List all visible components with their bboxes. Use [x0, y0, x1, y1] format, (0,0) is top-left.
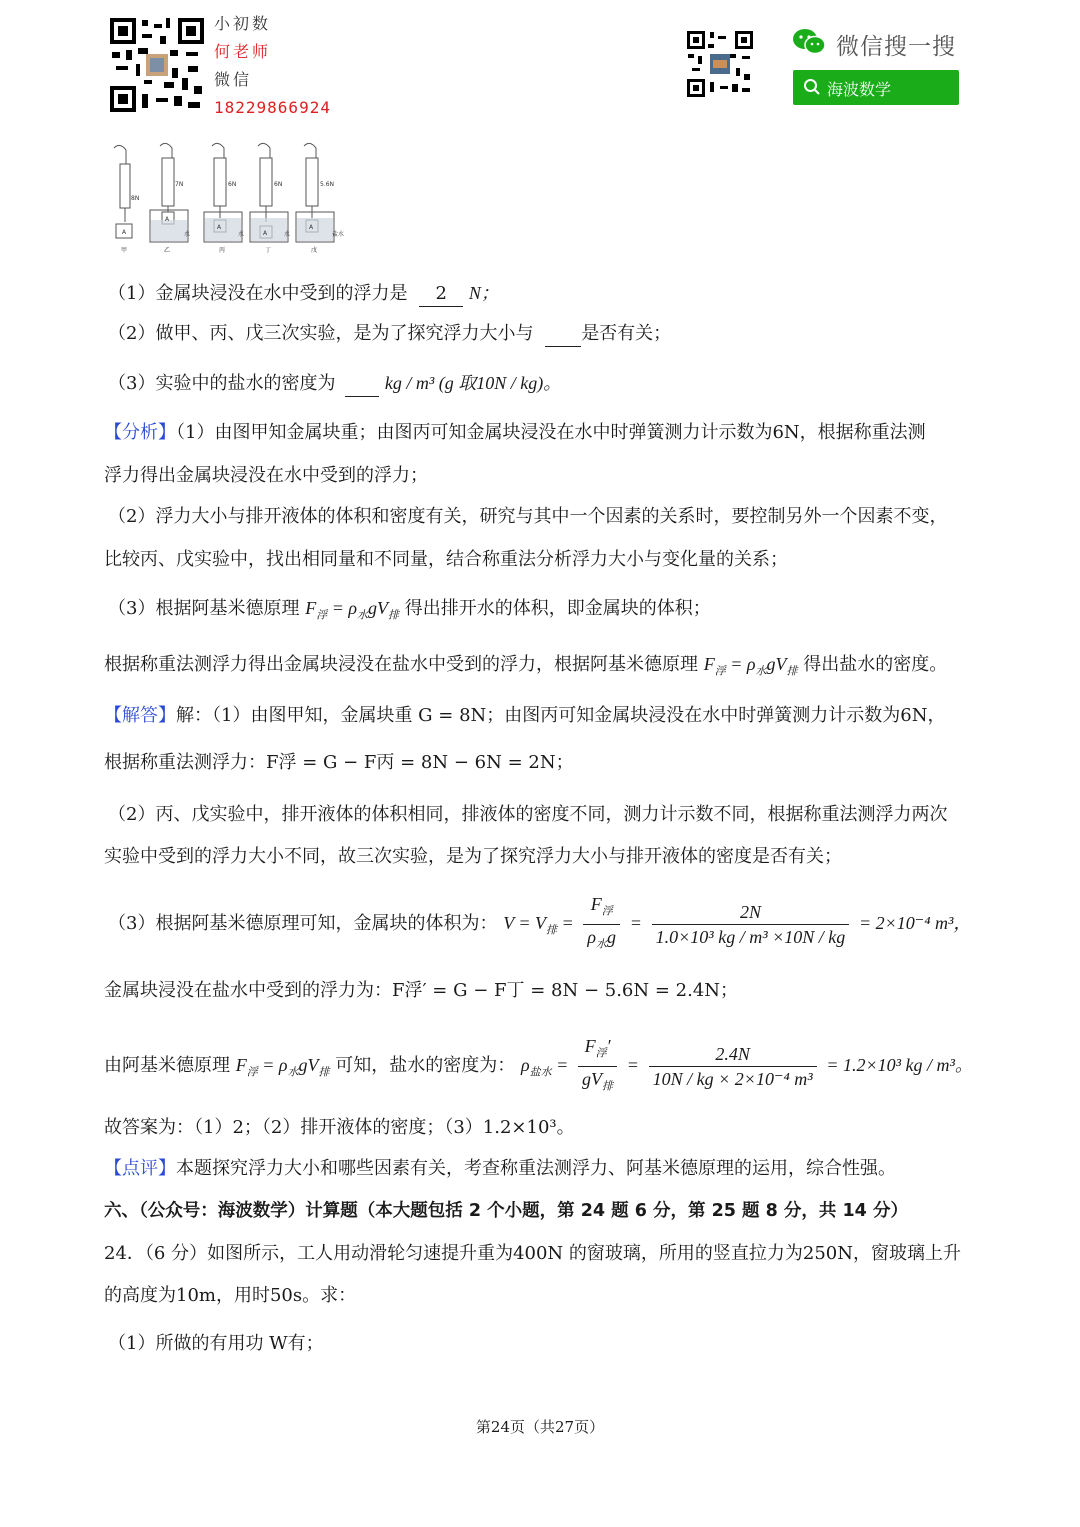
analysis-line-6: 根据称重法测浮力得出金属块浸没在盐水中受到的浮力，根据阿基米德原理 $F_浮 = \rho_水gV_排$ 得出盐水的密度。 [104, 654, 948, 678]
density-denominator: 10N / kg × 2×10⁻⁴ m³ [652, 1068, 813, 1089]
section-heading: 六、（公众号：海波数学）计算题（本大题包括 2 个小题，第 24 题 6 分，第 25 题 8 分，共 14 分） [104, 1201, 908, 1221]
handwritten-line-1: 小初数 [214, 14, 272, 33]
analysis-line-4: 比较丙、戊实验中，找出相同量和不同量，结合称重法分析浮力大小与变化量的关系； [104, 549, 788, 570]
solution-line-4: 实验中受到的浮力大小不同，故三次实验，是为了探究浮力大小与排开液体的密度是否有关； [104, 846, 842, 867]
analysis-line-2: 浮力得出金属块浸没在水中受到的浮力； [104, 465, 428, 486]
figure-label: 丁 [265, 247, 272, 254]
block-label: A [309, 224, 314, 231]
block-label: A [165, 216, 170, 223]
question-24-line-1: 24．（6 分）如图所示，工人用动滑轮匀速提升重为400N 的窗玻璃，所用的竖直拉力为250N，窗玻璃上升 [104, 1243, 962, 1264]
question-2: （2）做甲、丙、戊三次实验，是为了探究浮力大小与 是否有关； [108, 322, 671, 347]
analysis-tag: 【分析】 [104, 422, 176, 443]
solution-line-3: （2）丙、戊实验中，排开液体的体积相同，排液体的密度不同，测力计示数不同，根据称重法测浮力两次 [108, 804, 948, 825]
reading-yi: 7N [175, 181, 184, 188]
analysis-line-3: （2）浮力大小与排开液体的体积和密度有关，研究与其中一个因素的关系时，要控制另外一个因素不变， [108, 506, 948, 527]
solution-line-1: 【解答】解：（1）由图甲知，金属块重 G = 8N；由图丙可知金属块浸没在水中时弹簧测力计示数为6N， [104, 705, 946, 726]
figure-label: 丙 [219, 247, 226, 254]
qr-code-left [108, 16, 206, 114]
handwritten-phone: 18229866924 [214, 98, 331, 117]
handwritten-line-3: 微信 [214, 70, 253, 89]
page-number: 第24页（共27页） [475, 1418, 605, 1436]
wechat-logo-icon [792, 28, 826, 56]
figure-label: 乙 [164, 247, 171, 254]
liquid-label: 水 [184, 231, 191, 238]
solution-line-6: 金属块浸没在盐水中受到的浮力为：F浮′ = G − F丁 = 8N − 5.6N = 2.4N； [104, 980, 739, 1001]
liquid-label: 水 [238, 231, 245, 238]
question-24-part-1: （1）所做的有用功 W有； [108, 1333, 324, 1354]
analysis-line-1: 【分析】（1）由图甲知金属块重；由图丙可知金属块浸没在水中时弹簧测力计示数为6N，根据称重法测 [104, 422, 926, 443]
figure-label: 甲 [121, 247, 128, 254]
answer-blank-1: 2 [419, 282, 463, 307]
volume-numerator: 2N [652, 900, 850, 925]
wechat-search-box[interactable] [793, 70, 959, 105]
question-1: （1）金属块浸没在水中受到的浮力是 2 N； [108, 281, 499, 307]
reading-jia: 8N [131, 195, 140, 202]
wechat-search-title: 微信搜一搜 [836, 34, 956, 60]
solution-tag: 【解答】 [104, 705, 176, 726]
block-label: A [217, 224, 222, 231]
solution-line-5: （3）根据阿基米德原理可知，金属块的体积为： $V = V_排$ = $\frac{F_浮}{\rho_水g}$ = $\frac{2N}{\text{1.0×10³ kg / m³ ×10N / kg}}$ = 2×10⁻⁴ m³， [108, 894, 972, 951]
search-icon [803, 78, 821, 96]
handwritten-line-2: 何老师 [214, 42, 272, 61]
figure-label: 戊 [311, 247, 318, 254]
density-numerator: 2.4N [649, 1042, 817, 1067]
search-keyword: 海波数学 [827, 80, 892, 99]
solution-line-7: 由阿基米德原理 $F_浮 = \rho_水gV_排$ 可知，盐水的密度为： $\rho_{盐水}$ = $\frac{F_浮'}{gV_排}$ = $\frac{2.4N}{\text{10N / kg × 2×10⁻⁴ m³}}$ = 1.2×10³ kg / m³。 [104, 1036, 973, 1093]
experiment-figure [104, 140, 364, 260]
reading-ding: 6N [274, 181, 283, 188]
answer-blank-3 [345, 372, 379, 397]
block-label: A [263, 230, 268, 237]
liquid-label: 盐水 [332, 231, 345, 238]
volume-denominator: 1.0×10³ kg / m³ ×10N / kg [655, 926, 846, 947]
question-3: （3）实验中的盐水的密度为 kg / m³ (g 取10N / kg)。 [108, 371, 561, 397]
final-answer: 故答案为：（1）2；（2）排开液体的密度；（3）1.2×10³。 [104, 1117, 575, 1138]
reading-bing: 6N [228, 181, 237, 188]
solution-line-2: 根据称重法测浮力：F浮 = G − F丙 = 8N − 6N = 2N； [104, 752, 574, 773]
question-24-line-2: 的高度为10m，用时50s。求： [104, 1285, 357, 1306]
comment-line: 【点评】本题探究浮力大小和哪些因素有关，考查称重法测浮力、阿基米德原理的运用，综合性强。 [104, 1158, 896, 1179]
comment-tag: 【点评】 [104, 1158, 176, 1179]
answer-blank-2 [545, 322, 581, 347]
qr-code-right [686, 30, 754, 98]
reading-wu: 5.6N [320, 181, 335, 188]
liquid-label: 水 [284, 231, 291, 238]
analysis-line-5: （3）根据阿基米德原理 $F_浮 = \rho_水gV_排$ 得出排开水的体积，即金属块的体积； [108, 598, 711, 622]
block-label: A [122, 229, 127, 236]
